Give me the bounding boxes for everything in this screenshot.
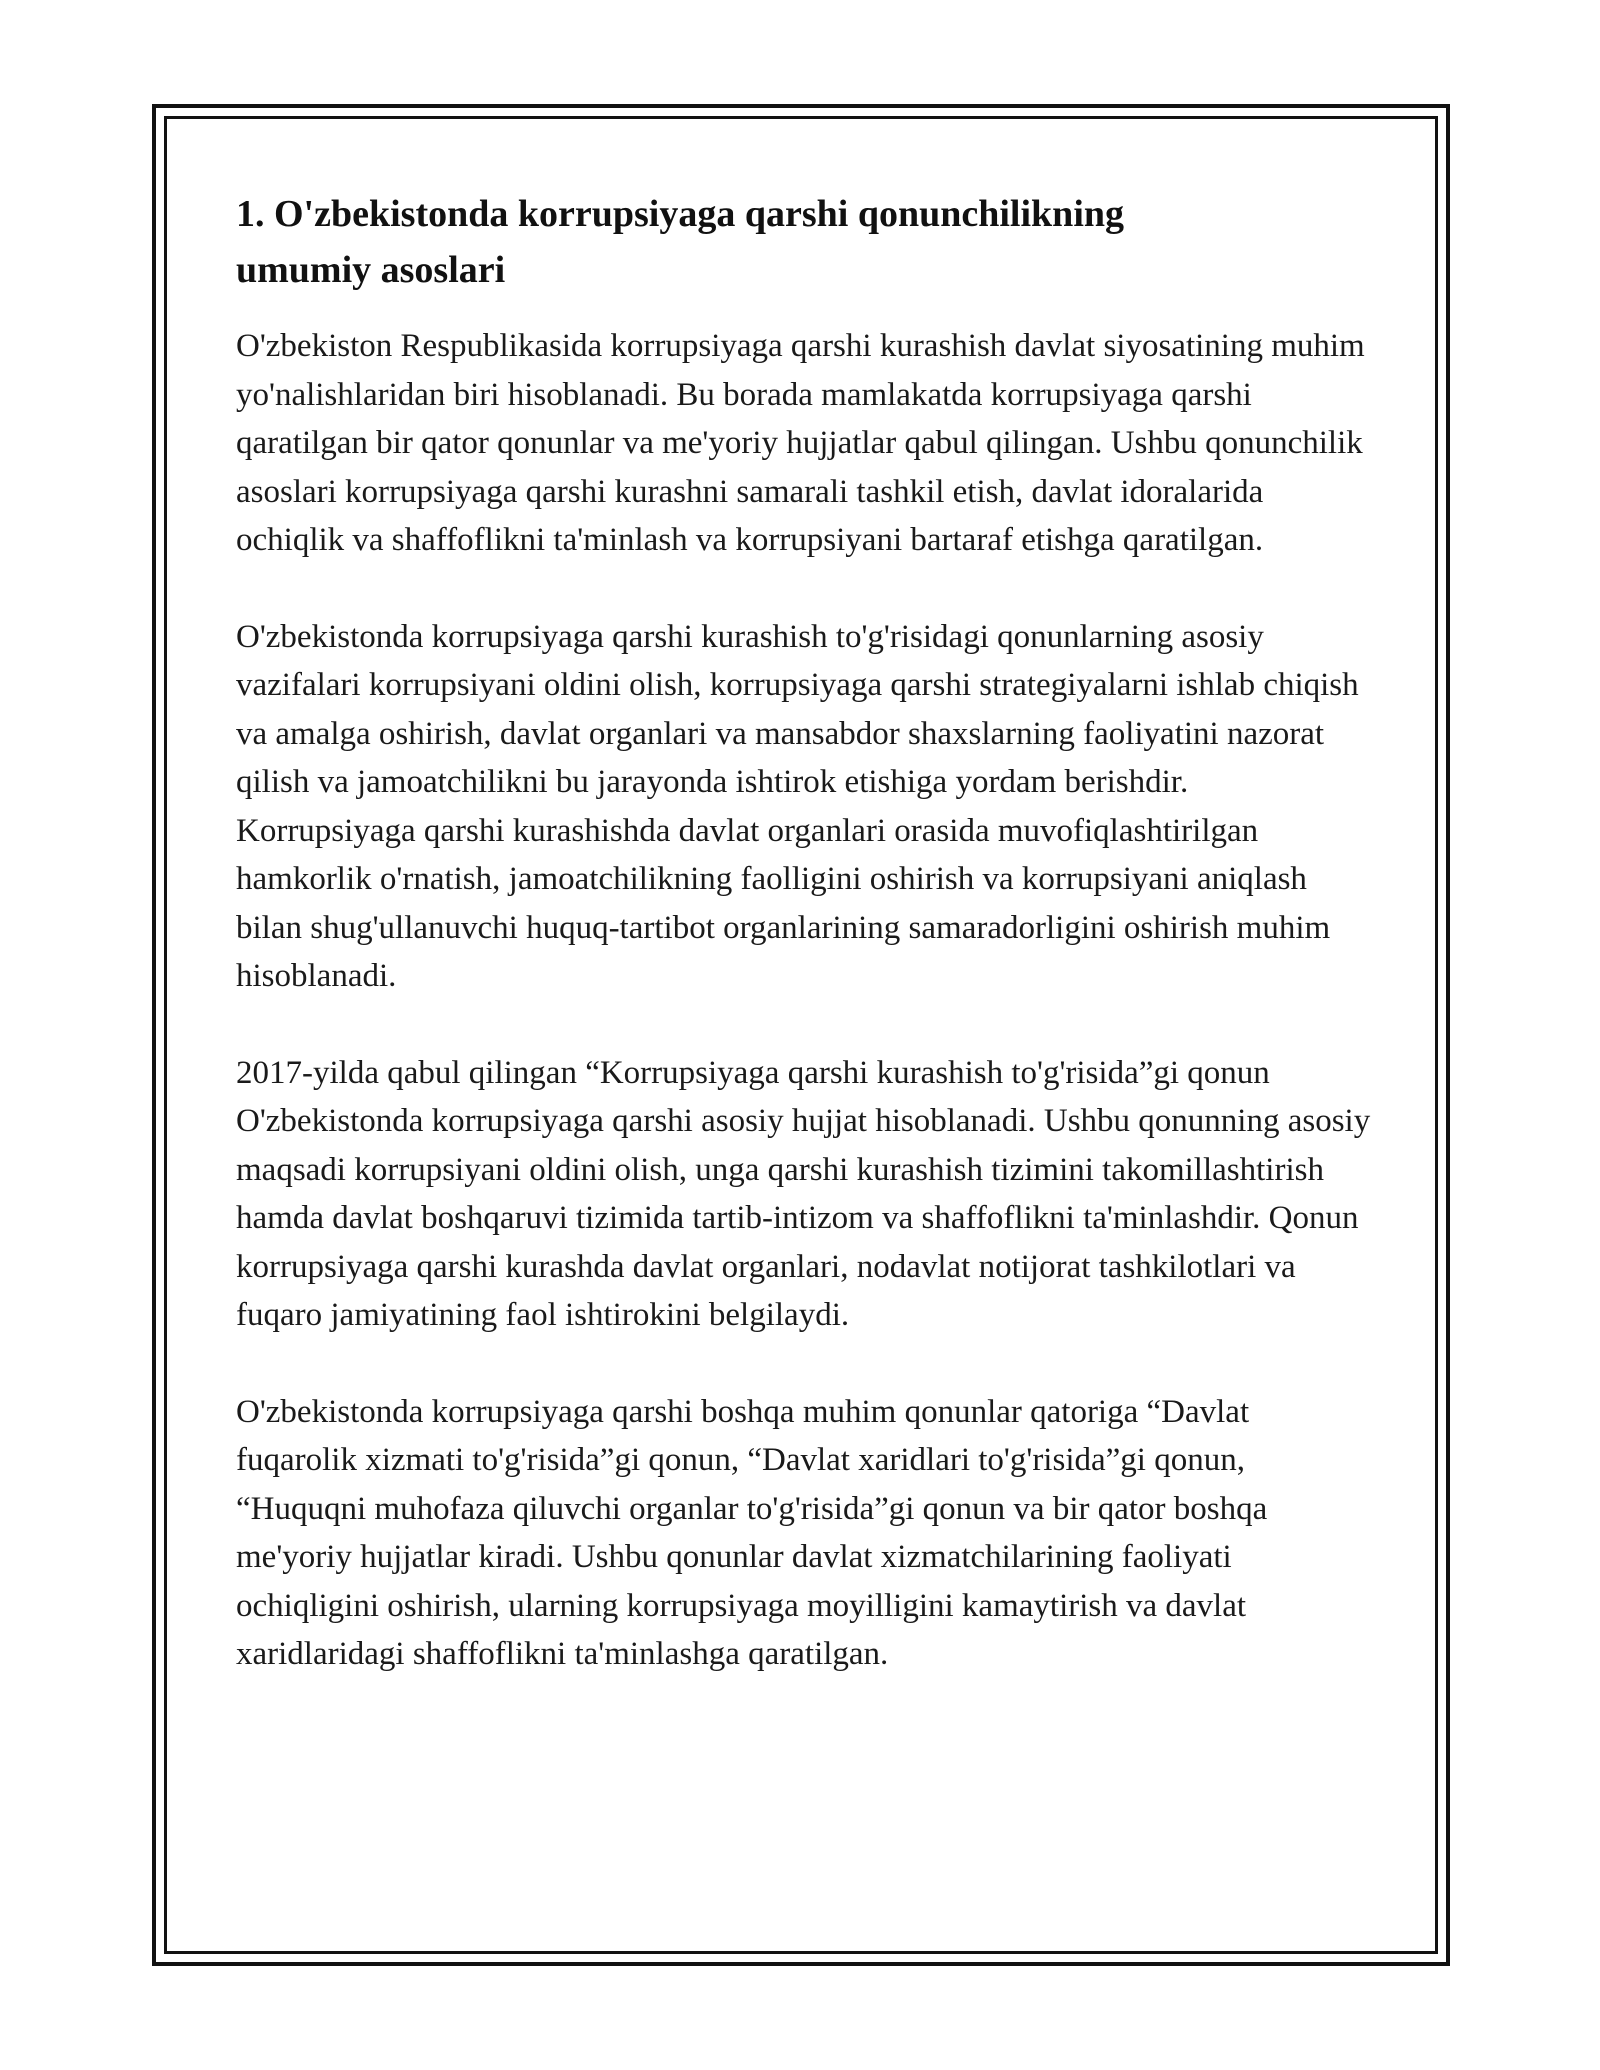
- paragraph-4: O'zbekistonda korrupsiyaga qarshi boshqa muhim qonunlar qatoriga “Davlat fuqarolik xizmati to'g'risida”gi qonun, “Davlat xaridlari to'g'risida”gi qonun, “Huquqni muhofaza qiluvchi organlar to'g'risida”gi qonun va bir qator boshqa me'yoriy hujjatlar kiradi. Ushbu qonunlar davlat xizmatchilarining faoliyati ochiqligini oshirish, ularning korrupsiyaga moyilligini kamaytirish va davlat xaridlaridagi shaffoflikni ta'minlashga qaratilgan.: [236, 1393, 1268, 1672]
- paragraph-2: O'zbekistonda korrupsiyaga qarshi kurashish to'g'risidagi qonunlarning asosiy vazifalari korrupsiyani oldini olish, korrupsiyaga qarshi strategiyalarni ishlab chiqish va amalga oshirish, davlat organlari va mansabdor shaxslarning faoliyatini nazorat qilish va jamoatchilikni bu jarayonda ishtirok etishiga yordam berishdir. Korrupsiyaga qarshi kurashishda davlat organlari orasida muvofiqlashtirilgan hamkorlik o'rnatish, jamoatchilikning faolligini oshirish va korrupsiyani aniqlash bilan shug'ullanuvchi huquq-tartibot organlarining samaradorligini oshirish muhim hisoblanadi.: [236, 618, 1359, 994]
- document-body: [236, 186, 1376, 1727]
- section-heading: 1. O'zbekistonda korrupsiyaga qarshi qonunchilikning umumiy asoslari: [236, 193, 1125, 291]
- paragraph-1: O'zbekiston Respublikasida korrupsiyaga qarshi kurashish davlat siyosatining muhim yo'nalishlaridan biri hisoblanadi. Bu borada mamlakatda korrupsiyaga qarshi qaratilgan bir qator qonunlar va me'yoriy hujjatlar qabul qilingan. Ushbu qonunchilik asoslari korrupsiyaga qarshi kurashni samarali tashkil etish, davlat idoralarida ochiqlik va shaffoflikni ta'minlash va korrupsiyani bartaraf etishga qaratilgan.: [236, 328, 1365, 558]
- paragraph-3: 2017-yilda qabul qilingan “Korrupsiyaga qarshi kurashish to'g'risida”gi qonun O'zbekistonda korrupsiyaga qarshi asosiy hujjat hisoblanadi. Ushbu qonunning asosiy maqsadi korrupsiyani oldini olish, unga qarshi kurashish tizimini takomillashtirish hamda davlat boshqaruvi tizimida tartib-intizom va shaffoflikni ta'minlashdir. Qonun korrupsiyaga qarshi kurashda davlat organlari, nodavlat notijorat tashkilotlari va fuqaro jamiyatining faol ishtirokini belgilaydi.: [236, 1054, 1371, 1333]
